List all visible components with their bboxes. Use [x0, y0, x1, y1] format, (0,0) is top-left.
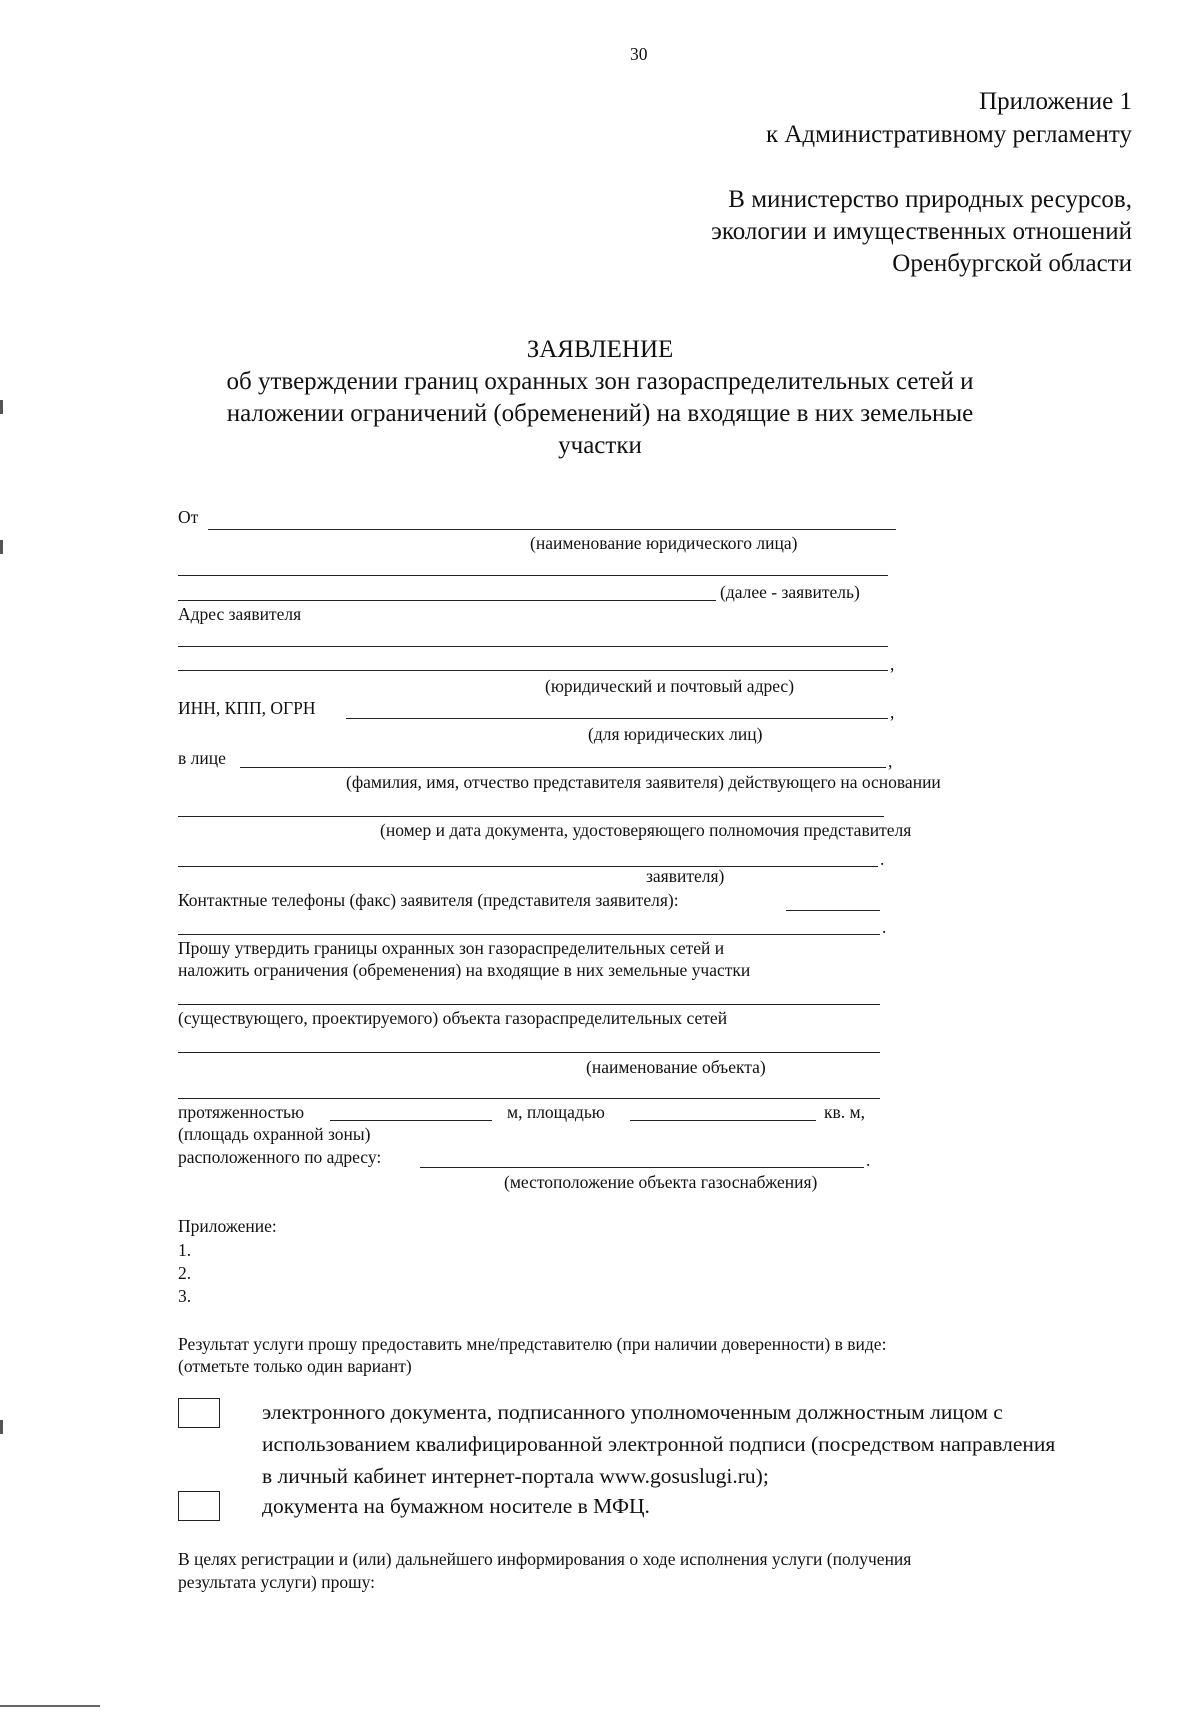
- document-title: ЗАЯВЛЕНИЕ: [526, 336, 674, 363]
- applicant-name-field[interactable]: [208, 529, 896, 530]
- document-hint: (номер и дата документа, удостоверяющего полномочия представителя: [380, 820, 912, 840]
- electronic-option-text: в личный кабинет интернет-портала www.gosuslugi.ru);: [262, 1464, 769, 1488]
- request-text: Прошу утвердить границы охранных зон газораспределительных сетей и: [178, 938, 725, 958]
- object-type-field[interactable]: [178, 1004, 880, 1005]
- object-name-field[interactable]: [178, 1052, 880, 1053]
- comma: ,: [888, 751, 893, 771]
- length-field[interactable]: [330, 1120, 492, 1121]
- comma: ,: [890, 702, 895, 722]
- zone-area-hint: (площадь охранной зоны): [178, 1124, 371, 1144]
- authority-document-field[interactable]: [178, 816, 884, 817]
- appendix-regulation: к Административному регламенту: [765, 121, 1132, 148]
- scan-edge-mark: [0, 1420, 3, 1434]
- phones-field[interactable]: [786, 910, 880, 911]
- location-label: расположенного по адресу:: [178, 1147, 382, 1167]
- area-label: м, площадью: [507, 1102, 605, 1122]
- addressee-line: Оренбургской области: [892, 250, 1132, 277]
- address-hint: (юридический и почтовый адрес): [545, 676, 795, 696]
- applicant-hint: (далее - заявитель): [720, 582, 860, 602]
- length-label: протяженностью: [178, 1102, 305, 1122]
- scan-bottom-line: [0, 1705, 100, 1707]
- object-type-hint: (существующего, проектируемого) объекта газораспределительных сетей: [178, 1008, 728, 1028]
- area-unit: кв. м,: [824, 1102, 865, 1122]
- location-hint: (местоположение объекта газоснабжения): [504, 1172, 818, 1192]
- page-number: 30: [630, 44, 648, 64]
- document-hint: заявителя): [646, 866, 725, 886]
- attachment-item: 1.: [178, 1240, 192, 1260]
- address-field[interactable]: [178, 646, 888, 647]
- area-field[interactable]: [630, 1120, 816, 1121]
- person-hint: (фамилия, имя, отчество представителя заявителя) действующего на основании: [346, 772, 941, 792]
- period: .: [882, 917, 887, 937]
- electronic-option-checkbox[interactable]: [178, 1398, 220, 1428]
- applicant-name-field-2[interactable]: [178, 575, 888, 576]
- request-text: наложить ограничения (обременения) на входящие в них земельные участки: [178, 960, 751, 980]
- phones-field-2[interactable]: [178, 934, 880, 935]
- document-subtitle: участки: [558, 432, 642, 459]
- appendix-label: Приложение 1: [979, 88, 1132, 115]
- authority-document-field-2[interactable]: [178, 866, 878, 867]
- registration-text: В целях регистрации и (или) дальнейшего информирования о ходе исполнения услуги (получения: [178, 1549, 912, 1569]
- location-field[interactable]: [420, 1167, 864, 1168]
- inn-label: ИНН, КПП, ОГРН: [178, 698, 316, 718]
- result-text: Результат услуги прошу предоставить мне/представителю (при наличии доверенности) в виде:: [178, 1334, 887, 1354]
- phones-label: Контактные телефоны (факс) заявителя (представителя заявителя):: [178, 890, 679, 910]
- legal-entity-hint: (наименование юридического лица): [530, 533, 798, 553]
- representative-field[interactable]: [240, 767, 886, 768]
- object-name-hint: (наименование объекта): [586, 1057, 766, 1077]
- address-label: Адрес заявителя: [178, 604, 302, 624]
- electronic-option-text: электронного документа, подписанного уполномоченным должностным лицом с: [262, 1400, 1003, 1424]
- paper-option-text: документа на бумажном носителе в МФЦ.: [262, 1494, 650, 1518]
- electronic-option-text: использованием квалифицированной электронной подписи (посредством направления: [262, 1432, 1056, 1456]
- attachment-item: 2.: [178, 1263, 192, 1283]
- period: .: [866, 1150, 871, 1170]
- paper-option-checkbox[interactable]: [178, 1491, 220, 1521]
- registration-text: результата услуги) прошу:: [178, 1572, 375, 1592]
- document-subtitle: наложении ограничений (обременений) на входящие в них земельные: [226, 400, 974, 427]
- from-label: От: [178, 507, 199, 527]
- attachment-item: 3.: [178, 1286, 192, 1306]
- inn-field[interactable]: [346, 718, 888, 719]
- inn-hint: (для юридических лиц): [588, 724, 763, 744]
- scan-edge-mark: [0, 540, 3, 554]
- document-subtitle: об утверждении границ охранных зон газораспределительных сетей и: [226, 368, 974, 395]
- applicant-name-field-3[interactable]: [178, 600, 716, 601]
- address-field-2[interactable]: [178, 670, 888, 671]
- period: .: [880, 849, 885, 869]
- addressee-line: В министерство природных ресурсов,: [728, 186, 1132, 213]
- object-name-field-2[interactable]: [178, 1098, 880, 1099]
- attachments-label: Приложение:: [178, 1216, 277, 1236]
- result-text: (отметьте только один вариант): [178, 1356, 412, 1376]
- addressee-line: экологии и имущественных отношений: [711, 218, 1132, 245]
- comma: ,: [890, 654, 895, 674]
- person-label: в лице: [178, 748, 226, 768]
